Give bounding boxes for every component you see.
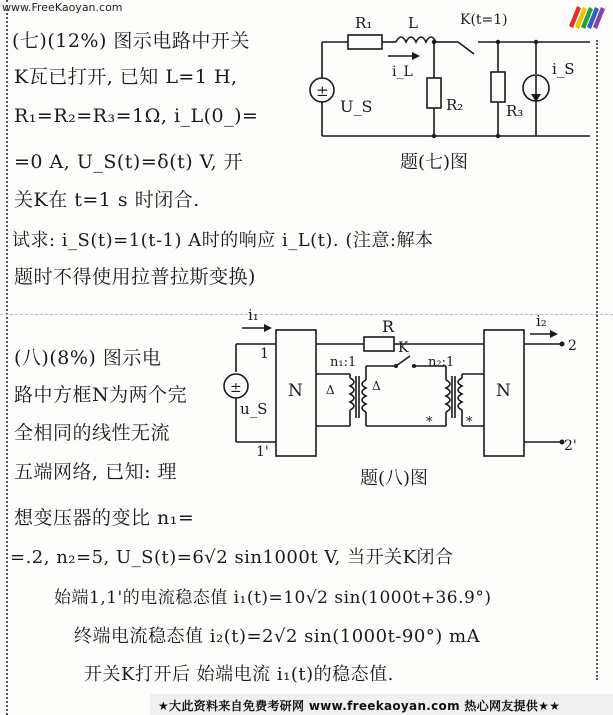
p7-line-7: 题时不得使用拉普拉斯变换) [14,266,256,288]
p8-line-6: =.2, n₂=5, U_S(t)=6√2 sin1000t V, 当开关K闭合 [10,547,454,568]
fig8-label-r: R [382,317,395,336]
fig8-transformer-right-primary [458,378,462,410]
fig8-transformer-left-secondary [362,380,366,412]
fig8-label-us-sign: ± [230,380,242,396]
p8-line-2: 路中方框N为两个完 [14,384,188,406]
fig8-switch-k [396,356,410,366]
fig8-caption: 题(八)图 [360,468,429,489]
figure-7-circuit [300,8,600,178]
site-url: www.FreeKaoyan.com [2,1,123,14]
p7-line-3: R₁=R₂=R₃=1Ω, i_L(0_)= [14,105,259,127]
p8-line-9: 开关K打开后 始端电流 i₁(t)的稳态值. [84,664,394,685]
fig7-switch [458,42,474,54]
fig8-label-n2-ratio: n₂:1 [428,355,455,370]
fig7-r1 [348,35,382,49]
fig7-r3 [491,72,505,102]
fig7-label-us: U_S [340,97,373,116]
fig7-label-us-sign: ± [316,82,329,100]
fig8-label-node-2p: 2' [564,438,577,454]
p8-line-5: 想变压器的变比 n₁= [14,507,195,529]
fig8-label-node-1: 1 [260,346,269,362]
fig7-caption: 题(七)图 [400,152,469,173]
p7-line-5: 关K在 t=1 s 时闭合. [14,189,200,211]
footer-text: ★大此资料来自免费考研网 www.freekaoyan.com 热心网友提供★★ [158,699,561,713]
p8-line-8: 终端电流稳态值 i₂(t)=2√2 sin(1000t-90°) mA [74,626,481,647]
fig7-r2 [427,78,441,108]
figure-8-circuit [210,306,590,496]
fig8-resistor-r [364,337,394,351]
p7-line-2: K瓦已打开, 已知 L=1 H, [14,66,238,88]
fig7-label-l: L [408,14,418,32]
fig8-label-n-left: N [288,381,303,401]
fig7-label-il: i_L [392,64,413,80]
p8-line-7: 始端1,1'的电流稳态值 i₁(t)=10√2 sin(1000t+36.9°) [54,588,492,608]
left-border [6,0,8,715]
fig7-label-r2: R₂ [446,96,464,114]
fig8-label-n-right: N [496,381,511,401]
fig7-label-r3: R₃ [506,102,524,120]
p7-line-4: =0 A, U_S(t)=δ(t) V, 开 [14,151,244,173]
fig7-inductor [396,37,436,42]
fig8-label-star-2: * [466,415,473,430]
fig8-label-delta-1: Δ [326,383,335,397]
fig8-label-node-2: 2 [568,338,577,354]
fig7-label-switch: K(t=1) [460,12,508,28]
fig7-label-r1: R₁ [355,14,373,32]
fig8-transformer-right-secondary [446,380,450,412]
fig8-label-star-1: * [426,415,433,430]
fig8-label-n1-ratio: n₁:1 [330,355,357,370]
fig8-label-k: K [398,340,409,356]
p8-line-1: (八)(8%) 图示电 [14,347,162,369]
fig8-transformer-left-primary [350,378,354,410]
fig8-label-i2: i₂ [536,312,547,330]
fig8-label-i1: i₁ [248,306,259,324]
fig8-label-delta-2: Δ [372,379,381,393]
p8-line-4: 五端网络, 已知: 理 [14,461,178,483]
fig7-label-is: i_S [552,60,575,78]
p8-line-3: 全相同的线性无流 [14,422,171,444]
fig8-label-us: u_S [240,400,268,418]
p7-line-6: 试求: i_S(t)=1(t-1) A时的响应 i_L(t). (注意:解本 [12,230,434,251]
fig8-label-node-1p: 1' [256,444,269,460]
p7-line-1: (七)(12%) 图示电路中开关 [12,30,250,52]
